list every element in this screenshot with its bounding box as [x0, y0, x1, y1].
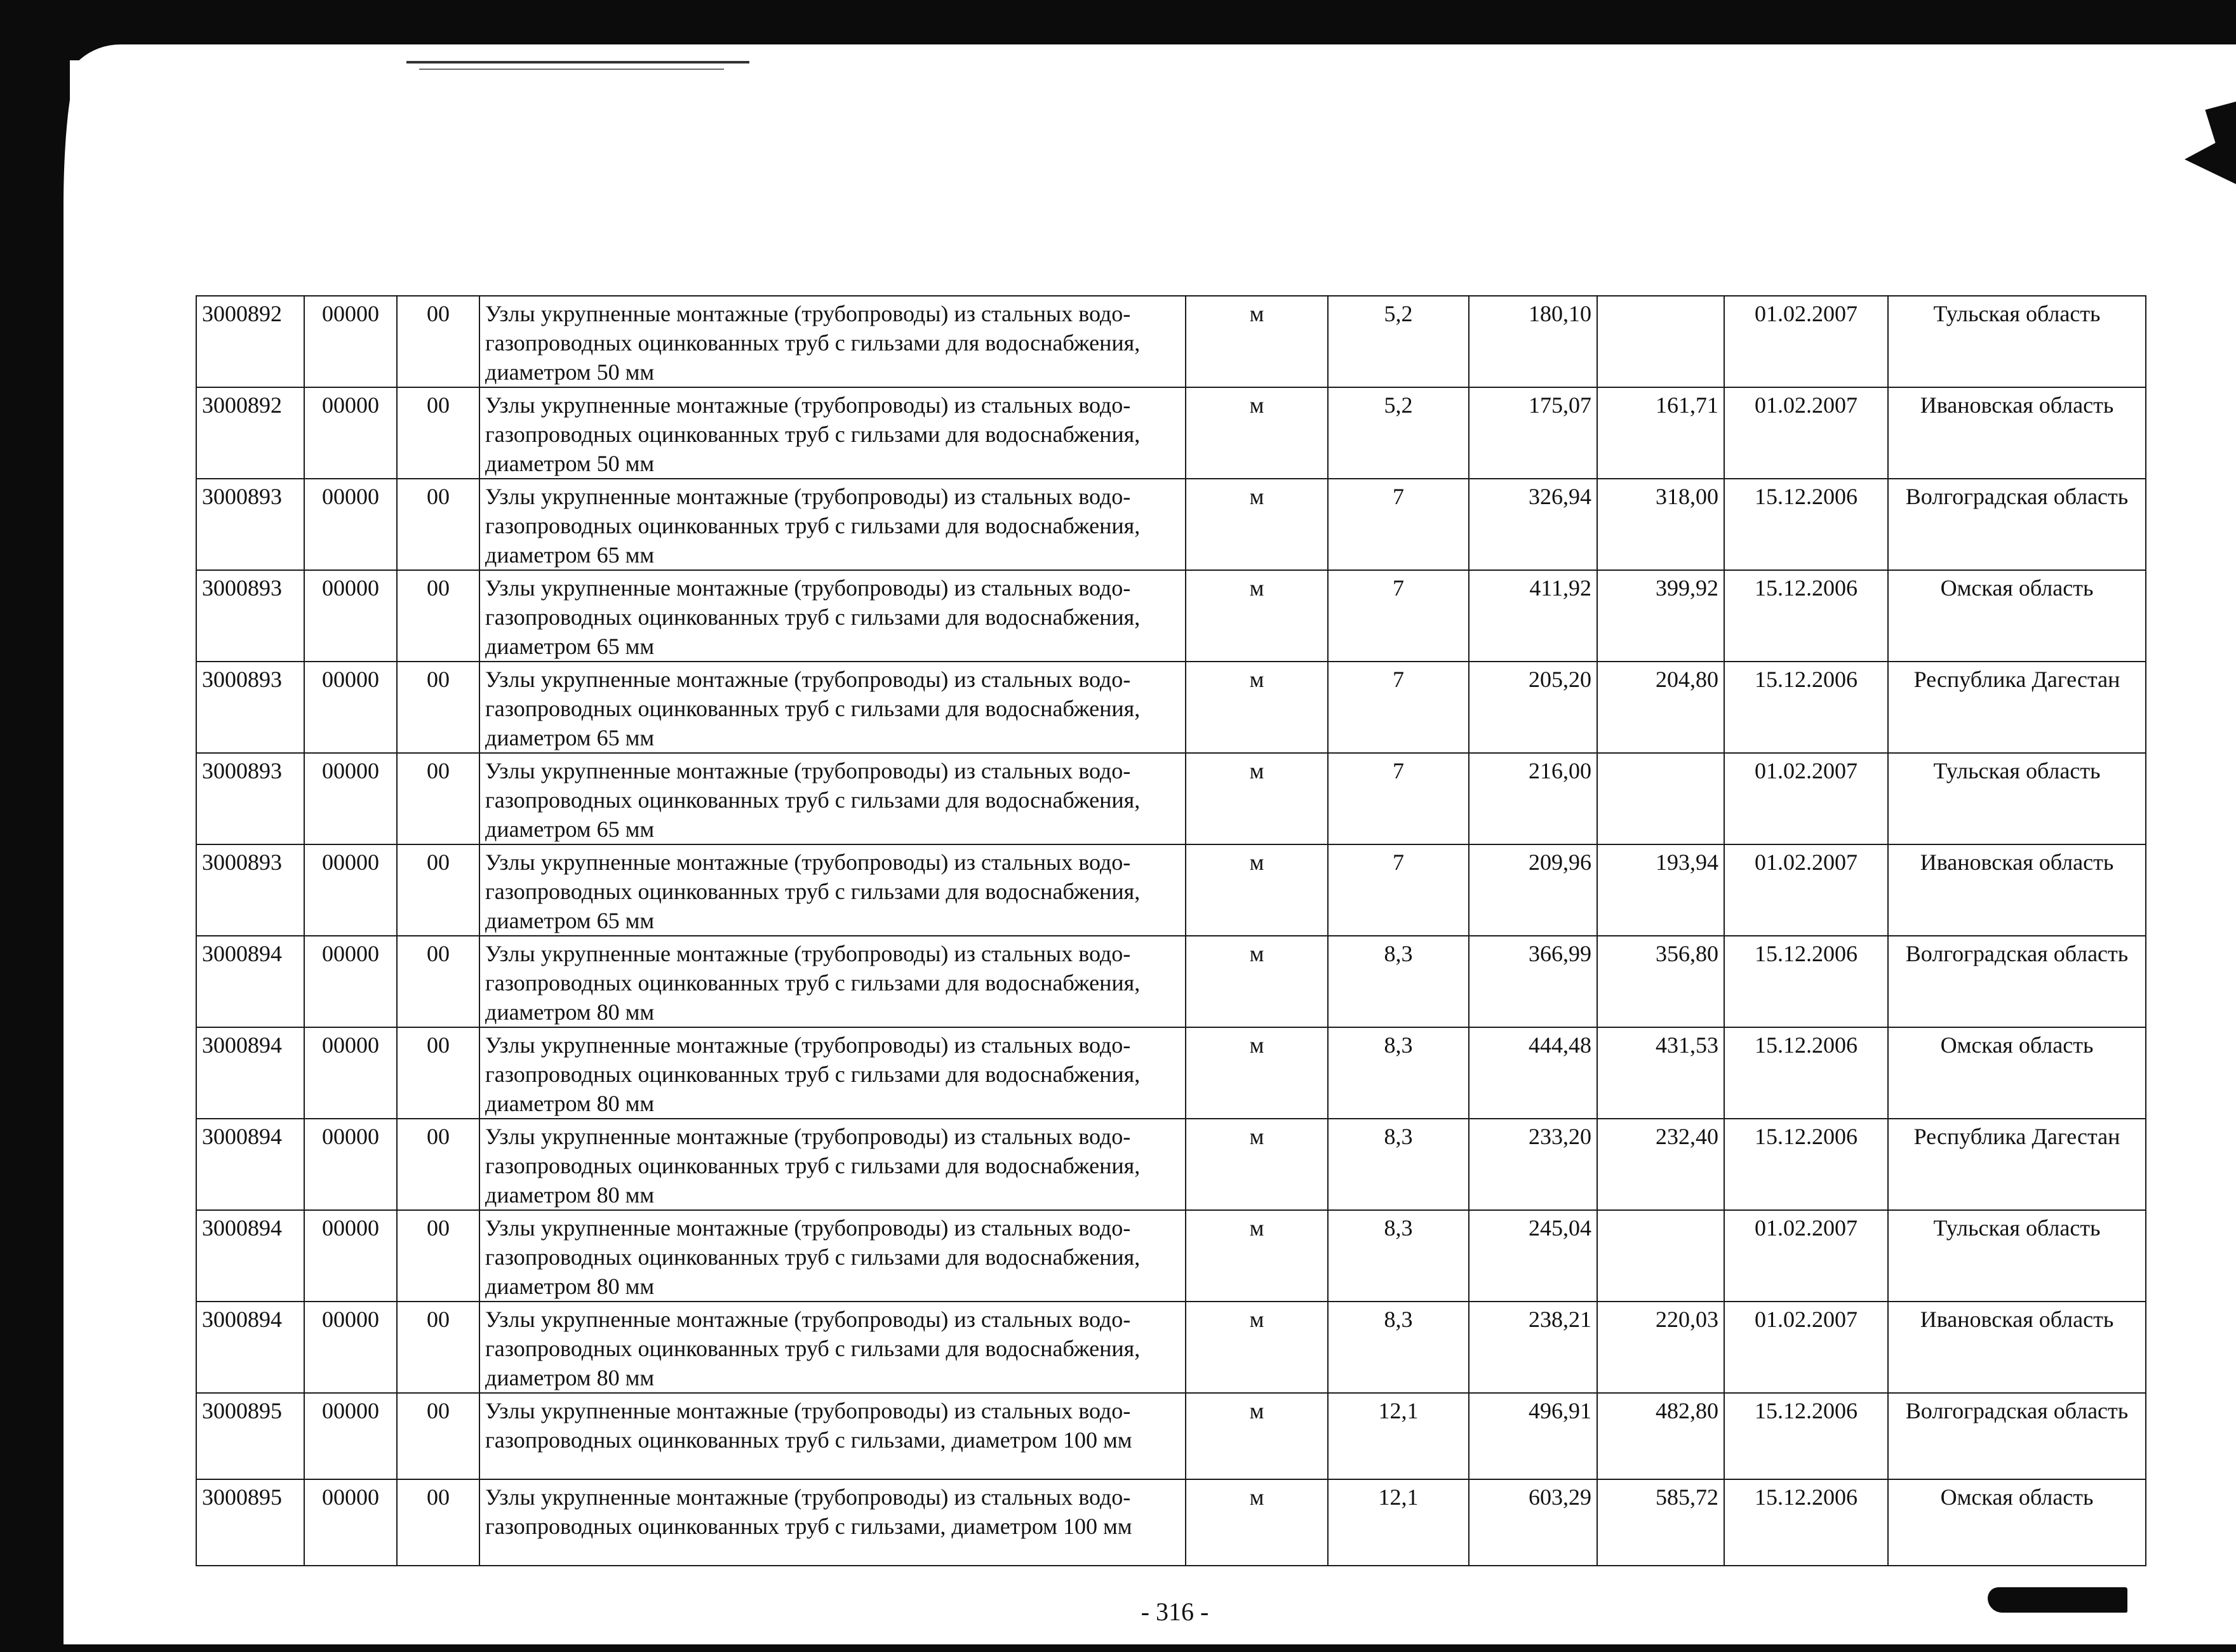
cell-description: Узлы укрупненные монтажные (трубопроводы) из стальных водо-газопроводных оцинкованных труб с гильзами для водоснабжения, диаметром 80 мм	[479, 1302, 1186, 1393]
cell-region: Ивановская область	[1888, 1302, 2146, 1393]
cell-weight: 12,1	[1328, 1393, 1469, 1479]
table-body	[196, 296, 2146, 1566]
cell-description: Узлы укрупненные монтажные (трубопроводы) из стальных водо-газопроводных оцинкованных труб с гильзами, диаметром 100 мм	[479, 1393, 1186, 1479]
table-row	[196, 844, 2146, 936]
cell-unit: м	[1186, 1393, 1328, 1479]
scan-artifact-lines	[419, 69, 724, 70]
cell-price-2: 232,40	[1597, 1119, 1724, 1210]
cell-description: Узлы укрупненные монтажные (трубопроводы) из стальных водо-газопроводных оцинкованных труб с гильзами для водоснабжения, диаметром 65 мм	[479, 479, 1186, 570]
cell-price-2	[1597, 296, 1724, 387]
cell-date: 15.12.2006	[1724, 1393, 1888, 1479]
cell-date: 15.12.2006	[1724, 1119, 1888, 1210]
cell-weight: 8,3	[1328, 1119, 1469, 1210]
cell-weight: 7	[1328, 662, 1469, 753]
scan-page-edge-left	[64, 63, 83, 1651]
cell-unit: м	[1186, 1119, 1328, 1210]
cell-weight: 8,3	[1328, 1302, 1469, 1393]
cell-subcode: 00000	[304, 662, 397, 753]
scan-artifact-lines	[406, 61, 749, 63]
table-row	[196, 1027, 2146, 1119]
table-row	[196, 1479, 2146, 1566]
cell-subcode-2: 00	[397, 1302, 479, 1393]
cell-region: Волгоградская область	[1888, 479, 2146, 570]
cell-code: 3000894	[196, 1210, 304, 1302]
scan-page-edge	[64, 44, 2236, 102]
cell-date: 15.12.2006	[1724, 570, 1888, 662]
cell-subcode: 00000	[304, 753, 397, 844]
cell-price-2: 220,03	[1597, 1302, 1724, 1393]
cell-code: 3000892	[196, 296, 304, 387]
cell-subcode: 00000	[304, 1302, 397, 1393]
cell-subcode-2: 00	[397, 936, 479, 1027]
cell-description: Узлы укрупненные монтажные (трубопроводы) из стальных водо-газопроводных оцинкованных труб с гильзами для водоснабжения, диаметром 65 мм	[479, 570, 1186, 662]
cell-price: 205,20	[1469, 662, 1597, 753]
cell-subcode-2: 00	[397, 1210, 479, 1302]
cell-code: 3000893	[196, 844, 304, 936]
table-row	[196, 662, 2146, 753]
cell-description: Узлы укрупненные монтажные (трубопроводы) из стальных водо-газопроводных оцинкованных труб с гильзами для водоснабжения, диаметром 50 мм	[479, 296, 1186, 387]
cell-date: 01.02.2007	[1724, 1210, 1888, 1302]
cell-price-2: 431,53	[1597, 1027, 1724, 1119]
cell-unit: м	[1186, 1479, 1328, 1566]
cell-description: Узлы укрупненные монтажные (трубопроводы) из стальных водо-газопроводных оцинкованных труб с гильзами для водоснабжения, диаметром 80 мм	[479, 1027, 1186, 1119]
cell-unit: м	[1186, 1027, 1328, 1119]
cell-unit: м	[1186, 844, 1328, 936]
table-row	[196, 936, 2146, 1027]
cell-subcode-2: 00	[397, 1479, 479, 1566]
cell-region: Волгоградская область	[1888, 1393, 2146, 1479]
scan-border-bottom	[0, 1644, 2236, 1652]
cell-subcode: 00000	[304, 936, 397, 1027]
cell-subcode-2: 00	[397, 1027, 479, 1119]
cell-date: 15.12.2006	[1724, 662, 1888, 753]
cell-price: 366,99	[1469, 936, 1597, 1027]
cell-subcode: 00000	[304, 387, 397, 479]
cell-subcode-2: 00	[397, 479, 479, 570]
cell-unit: м	[1186, 479, 1328, 570]
cell-region: Республика Дагестан	[1888, 662, 2146, 753]
cell-subcode-2: 00	[397, 753, 479, 844]
cell-region: Тульская область	[1888, 753, 2146, 844]
cell-region: Омская область	[1888, 1479, 2146, 1566]
cell-date: 01.02.2007	[1724, 753, 1888, 844]
cell-unit: м	[1186, 1302, 1328, 1393]
cell-code: 3000895	[196, 1479, 304, 1566]
cell-weight: 7	[1328, 844, 1469, 936]
cell-weight: 7	[1328, 479, 1469, 570]
price-table	[196, 295, 2146, 1566]
cell-code: 3000893	[196, 662, 304, 753]
cell-region: Омская область	[1888, 1027, 2146, 1119]
cell-unit: м	[1186, 753, 1328, 844]
cell-subcode-2: 00	[397, 387, 479, 479]
cell-price-2	[1597, 1210, 1724, 1302]
cell-description: Узлы укрупненные монтажные (трубопроводы) из стальных водо-газопроводных оцинкованных труб с гильзами для водоснабжения, диаметром 80 мм	[479, 1210, 1186, 1302]
cell-weight: 8,3	[1328, 1210, 1469, 1302]
cell-date: 01.02.2007	[1724, 844, 1888, 936]
cell-region: Республика Дагестан	[1888, 1119, 2146, 1210]
table-row	[196, 570, 2146, 662]
cell-subcode: 00000	[304, 479, 397, 570]
cell-unit: м	[1186, 570, 1328, 662]
cell-description: Узлы укрупненные монтажные (трубопроводы) из стальных водо-газопроводных оцинкованных труб с гильзами для водоснабжения, диаметром 65 мм	[479, 844, 1186, 936]
scan-artifact-right	[2185, 102, 2236, 184]
cell-code: 3000894	[196, 936, 304, 1027]
table-row	[196, 753, 2146, 844]
cell-code: 3000894	[196, 1027, 304, 1119]
cell-code: 3000893	[196, 570, 304, 662]
cell-subcode: 00000	[304, 1393, 397, 1479]
cell-code: 3000893	[196, 479, 304, 570]
cell-date: 15.12.2006	[1724, 936, 1888, 1027]
cell-price-2: 356,80	[1597, 936, 1724, 1027]
cell-date: 15.12.2006	[1724, 1027, 1888, 1119]
cell-subcode-2: 00	[397, 1119, 479, 1210]
cell-region: Омская область	[1888, 570, 2146, 662]
cell-code: 3000894	[196, 1302, 304, 1393]
cell-subcode: 00000	[304, 1479, 397, 1566]
cell-region: Ивановская область	[1888, 844, 2146, 936]
cell-description: Узлы укрупненные монтажные (трубопроводы) из стальных водо-газопроводных оцинкованных труб с гильзами для водоснабжения, диаметром 80 мм	[479, 1119, 1186, 1210]
cell-code: 3000895	[196, 1393, 304, 1479]
cell-price: 216,00	[1469, 753, 1597, 844]
cell-date: 01.02.2007	[1724, 296, 1888, 387]
cell-price-2: 585,72	[1597, 1479, 1724, 1566]
cell-date: 15.12.2006	[1724, 1479, 1888, 1566]
table-row	[196, 296, 2146, 387]
table-row	[196, 479, 2146, 570]
cell-price-2: 318,00	[1597, 479, 1724, 570]
cell-region: Тульская область	[1888, 1210, 2146, 1302]
cell-description: Узлы укрупненные монтажные (трубопроводы) из стальных водо-газопроводных оцинкованных труб с гильзами, диаметром 100 мм	[479, 1479, 1186, 1566]
cell-price-2: 399,92	[1597, 570, 1724, 662]
cell-date: 01.02.2007	[1724, 1302, 1888, 1393]
cell-price: 444,48	[1469, 1027, 1597, 1119]
cell-price: 180,10	[1469, 296, 1597, 387]
cell-subcode-2: 00	[397, 1393, 479, 1479]
cell-price: 326,94	[1469, 479, 1597, 570]
cell-subcode: 00000	[304, 570, 397, 662]
cell-price-2: 204,80	[1597, 662, 1724, 753]
scan-border-left	[0, 51, 70, 1652]
cell-weight: 7	[1328, 570, 1469, 662]
cell-subcode-2: 00	[397, 662, 479, 753]
cell-description: Узлы укрупненные монтажные (трубопроводы) из стальных водо-газопроводных оцинкованных труб с гильзами для водоснабжения, диаметром 80 мм	[479, 936, 1186, 1027]
cell-date: 15.12.2006	[1724, 479, 1888, 570]
cell-price: 233,20	[1469, 1119, 1597, 1210]
table-row	[196, 1302, 2146, 1393]
cell-unit: м	[1186, 387, 1328, 479]
cell-subcode: 00000	[304, 1027, 397, 1119]
cell-description: Узлы укрупненные монтажные (трубопроводы) из стальных водо-газопроводных оцинкованных труб с гильзами для водоснабжения, диаметром 65 мм	[479, 662, 1186, 753]
cell-price: 496,91	[1469, 1393, 1597, 1479]
cell-price: 209,96	[1469, 844, 1597, 936]
cell-code: 3000894	[196, 1119, 304, 1210]
cell-subcode-2: 00	[397, 570, 479, 662]
cell-weight: 8,3	[1328, 1027, 1469, 1119]
table-row	[196, 1393, 2146, 1479]
cell-weight: 7	[1328, 753, 1469, 844]
cell-description: Узлы укрупненные монтажные (трубопроводы) из стальных водо-газопроводных оцинкованных труб с гильзами для водоснабжения, диаметром 65 мм	[479, 753, 1186, 844]
cell-subcode: 00000	[304, 1210, 397, 1302]
scan-artifact-smudge	[1988, 1587, 2127, 1613]
cell-weight: 12,1	[1328, 1479, 1469, 1566]
cell-price-2	[1597, 753, 1724, 844]
table-row	[196, 1119, 2146, 1210]
cell-subcode: 00000	[304, 844, 397, 936]
cell-price: 603,29	[1469, 1479, 1597, 1566]
cell-unit: м	[1186, 1210, 1328, 1302]
cell-unit: м	[1186, 296, 1328, 387]
cell-price: 238,21	[1469, 1302, 1597, 1393]
cell-price-2: 161,71	[1597, 387, 1724, 479]
cell-weight: 5,2	[1328, 387, 1469, 479]
cell-region: Ивановская область	[1888, 387, 2146, 479]
cell-code: 3000892	[196, 387, 304, 479]
cell-price: 245,04	[1469, 1210, 1597, 1302]
cell-price-2: 193,94	[1597, 844, 1724, 936]
cell-weight: 8,3	[1328, 936, 1469, 1027]
cell-subcode-2: 00	[397, 844, 479, 936]
cell-subcode-2: 00	[397, 296, 479, 387]
cell-subcode: 00000	[304, 1119, 397, 1210]
cell-weight: 5,2	[1328, 296, 1469, 387]
cell-price-2: 482,80	[1597, 1393, 1724, 1479]
table-row	[196, 1210, 2146, 1302]
cell-unit: м	[1186, 936, 1328, 1027]
cell-date: 01.02.2007	[1724, 387, 1888, 479]
cell-description: Узлы укрупненные монтажные (трубопроводы) из стальных водо-газопроводных оцинкованных труб с гильзами для водоснабжения, диаметром 50 мм	[479, 387, 1186, 479]
page-number: - 316 -	[1141, 1597, 1209, 1626]
cell-price: 175,07	[1469, 387, 1597, 479]
cell-region: Волгоградская область	[1888, 936, 2146, 1027]
cell-subcode: 00000	[304, 296, 397, 387]
cell-region: Тульская область	[1888, 296, 2146, 387]
cell-price: 411,92	[1469, 570, 1597, 662]
cell-code: 3000893	[196, 753, 304, 844]
table-row	[196, 387, 2146, 479]
cell-unit: м	[1186, 662, 1328, 753]
